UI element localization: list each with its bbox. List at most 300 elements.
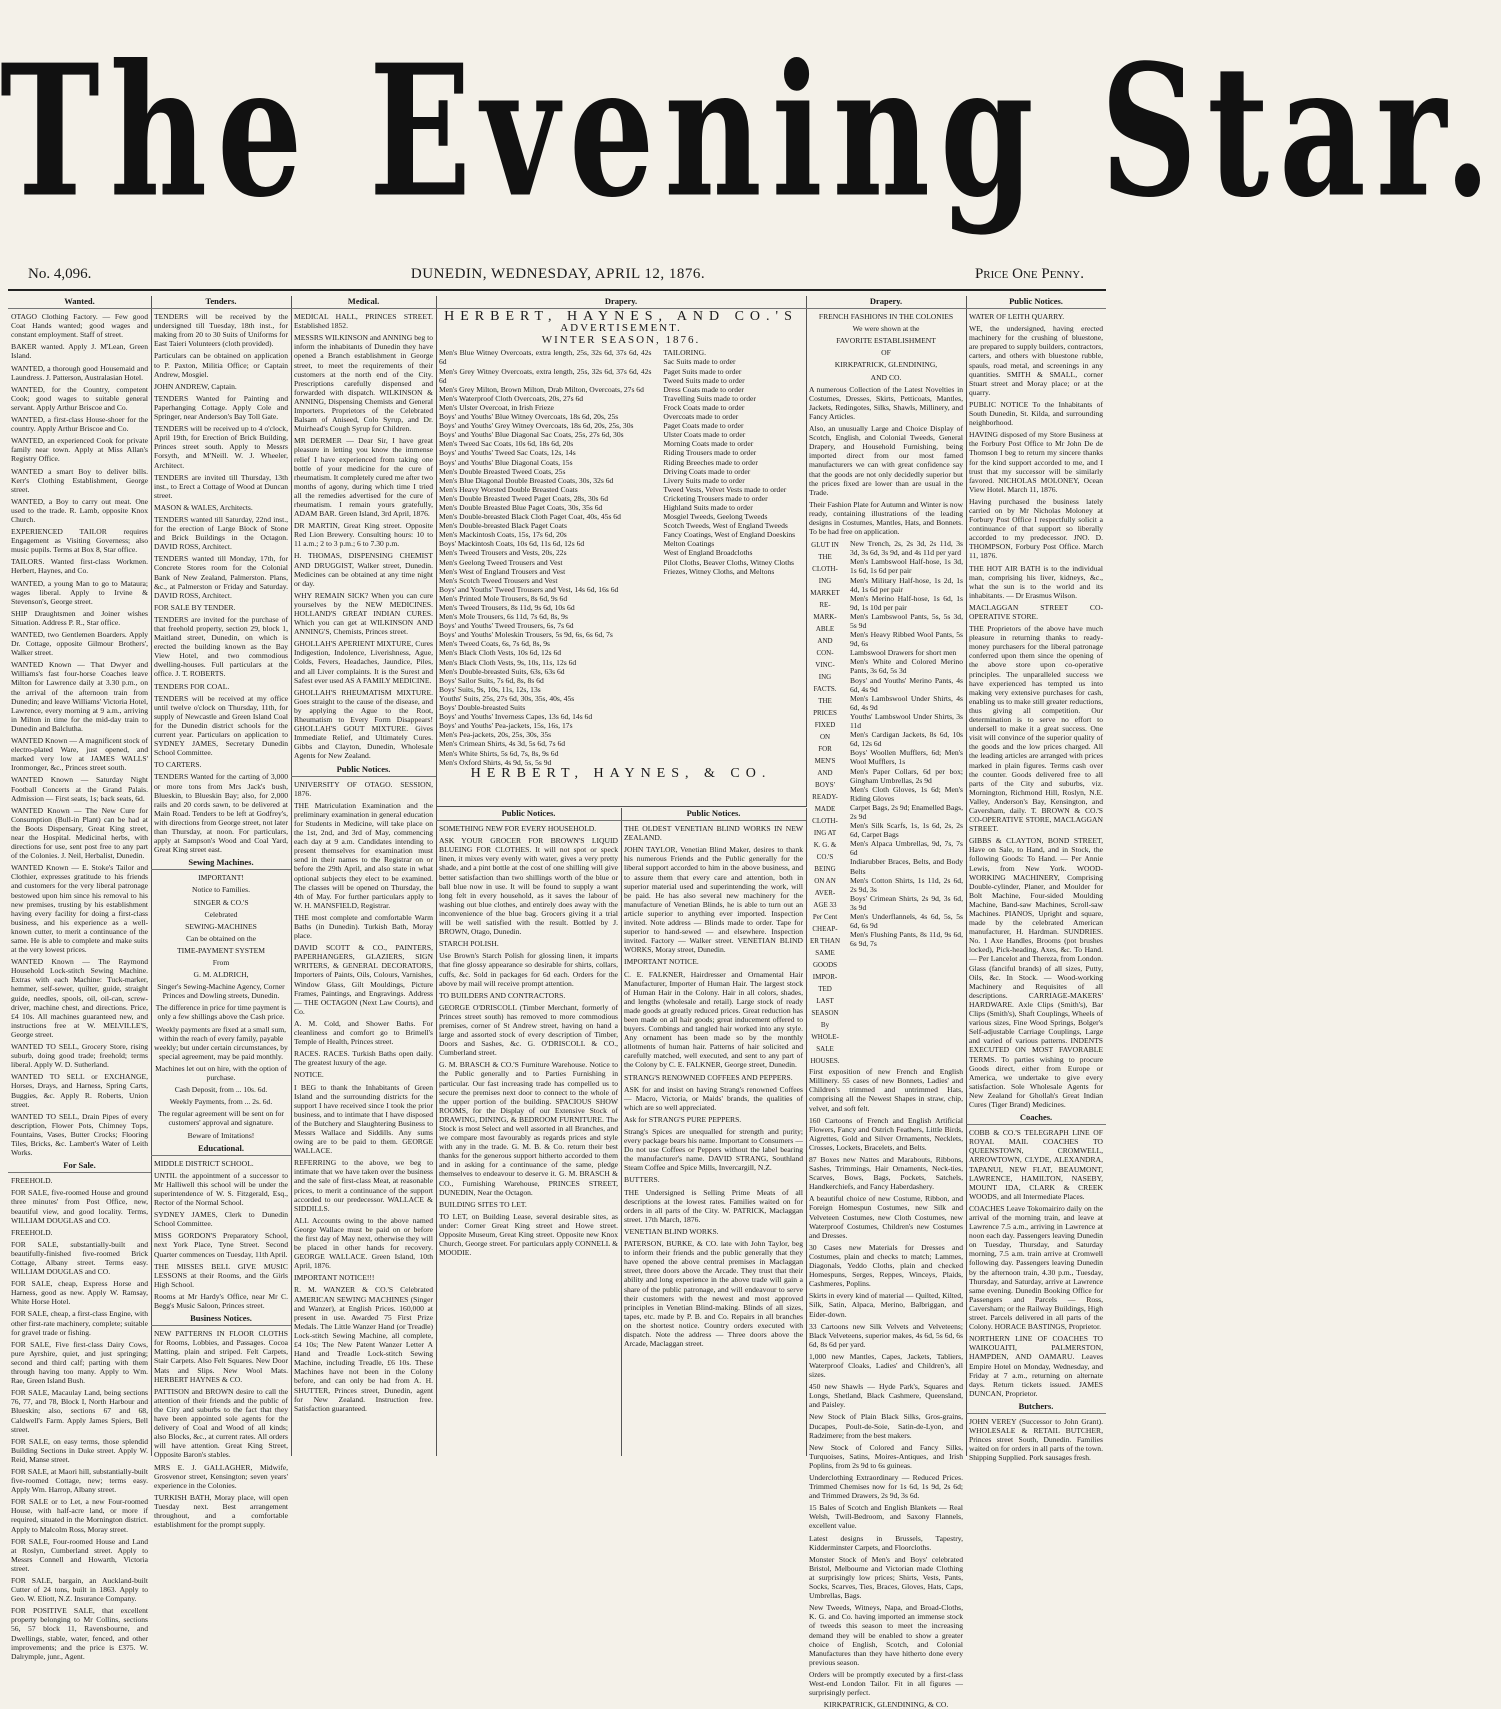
classified-ad: WANTED TO SELL, Drain Pipes of every description, Flower Pots, Chimney Tops, Fountains, Vases, Butter Crocks; Flooring Tiles, Bricks, &c. Lambert's Water of Leith Works. [11, 1111, 148, 1158]
glut-word: RE- [819, 601, 831, 610]
price-line: Men's Double Breasted Blue Paget Coats, 30s, 35s 6d [439, 502, 603, 512]
glut-word: SALE [816, 1045, 834, 1054]
public-notice: STRANG'S RENOWNED COFFEES AND PEPPERS. [624, 1072, 793, 1082]
issue-date: DUNEDIN, WEDNESDAY, APRIL 12, 1876. [410, 266, 706, 282]
classified-ad: WANTED, two Gentlemen Boarders. Apply Dr. Cottage, opposite Gilmour Brothers', Walker street. [11, 630, 148, 658]
public-notice: C. E. FALKNER, Hairdresser and Ornamental Hair Manufacturer, Importer of Human Hair. The largest stock of Human Hair in the Colony. Hair in all colors, shades, and lengths (wholesale and retail). Large stock of ready made goods at greatly reduced prices. Great reduction has been made on all hair goods; great inducement offered to buyers. Combings and tangled hair worked into any style. Any ornament has been made so by the monthly allotments of human hair. Patterns of hair solicited and carefully matched, well executed, and sent to any part of the Colony by C. E. FALKNER, George street, Dunedin. [624, 969, 803, 1070]
public-notice: ASK for and insist on having Strang's renowned Coffees — Macro, Victoria, or Maids' brands, the qualities of which are so well appreciated. [624, 1084, 803, 1112]
medical-ad: WHY REMAIN SICK? When you can cure yourselves by the NEW MEDICINES. HOLLAND'S GREAT INDIAN CURES. Which you can get at WILKINSON AND ANNING'S, Chemists, Princes street. [294, 590, 433, 637]
price-line: Men's Scotch Tweed Trousers and Vest [439, 575, 558, 585]
tender-notice: TENDERS will be received up to 4 o'clock, April 19th, for Erection of Brick Building, Princes street south. Apply to Messrs Forsyth, and M'Neill. W. J. Wheeler, Architect. [154, 424, 288, 470]
price-line: Men's Tweed Sac Coats, 10s 6d, 18s 6d, 20s [439, 439, 574, 449]
public-notice: R. M. WANZER & CO.'S Celebrated AMERICAN SEWING MACHINES (Singer and Wanzer), at English Prices. 160,000 at present in use. Awarded 75 First Prize Medals. The Little Wanzer Hand (or Treadle) Lock-stitch Sewing Machine, all complete, £4 10s; The New Patent Wanzer Letter A Hand and Treadle Lock-stitch Sewing Machine, including Treadle, £6 10s. These Machines have not been in the Colony before, and can only be had from A. H. SHUTTER, Princes street, Dunedin, agent for New Zealand. Instruction free. Satisfaction guaranteed. [294, 1285, 433, 1413]
price-line: Men's Double Breasted Tweed Paget Coats, 28s, 30s 6d [439, 493, 609, 503]
public-notice: MACLAGGAN STREET CO-OPERATIVE STORE. [969, 602, 1103, 621]
glut-word: BEING [814, 865, 836, 874]
ad-footer: HERBERT, HAYNES, & CO. [470, 765, 772, 781]
public-notice: THE Matriculation Examination and the preliminary examination in general education for Students in Medicine, will take place on the 1st, 2nd, and 3rd of May, commencing each day at 9 a.m. Candidates intending to present themselves for examination must send in their names to the Registrar on or before the 29th April, and also state in what optional subjects they elect to be examined. The classes will be opened on Thursday, the 4th of May. For further particulars apply to W. H. MANSFIELD, Registrar. [294, 800, 433, 910]
glut-word: FOR [818, 745, 832, 754]
coach-notice: COACHES Leave Tokomairiro daily on the arrival of the morning train, and leave at Lawrence 7.5 a.m., arriving in Lawrence at noon each day. Passengers leaving Dunedin on Tuesday, Thursday, and Saturday morning, 7.5 a.m. train arrive at Cromwell following day. Passengers leaving Dunedin by the afternoon train, 4.30 p.m., Tuesday, Thursday, and Saturday, arrive at Lawrence same evening. Dunedin Booking Office for Passengers and Parcels — Ross, Caversham; or the Railway Buildings, High street. Parcels delivered in all parts of the Colony. HORACE BASTINGS, Proprietor. [969, 1203, 1103, 1332]
price-lists [436, 348, 806, 766]
public-notice: REFERRING to the above, we beg to intimate that we have taken over the business and the sale of first-class Meat, at reasonable prices, to merit a continuance of the support accorded to our predecessor. WALLACE & SIDDILLS. [294, 1158, 433, 1213]
glut-word: CLOTH- [812, 817, 838, 826]
tailoring-line: Cricketing Trousers made to order [663, 493, 768, 503]
tender-notice: TENDERS Wanted for Painting and Paperhanging Cottage. Apply Cole and Springer, near Anderson's Bay Toll Gate. [154, 393, 288, 422]
sewing-machine-ad-line: Beware of Imitations! [187, 1130, 255, 1140]
classified-ad: TAILORS. Wanted first-class Workmen. Herbert, Haynes, and Co. [11, 557, 148, 576]
glut-word: GLUT IN [811, 541, 839, 550]
sewing-machine-ad-line: SEWING-MACHINES [185, 921, 257, 931]
price-line: Boys' Crimean Shirts, 2s 9d, 3s 6d, 3s 9d [850, 893, 963, 912]
section-heading-coaches: Coaches. [966, 1112, 1106, 1125]
public-notice: A. M. Cold, and Shower Baths. For cleanliness and comfort go to Brimell's Temple of Health, Princes street. [294, 1018, 433, 1047]
tailoring-line: Tweed Vests, Velvet Vests made to order [663, 484, 787, 494]
price-line: Boys' Suits, 9s, 10s, 11s, 12s, 13s [439, 684, 541, 694]
tender-notice: FOR SALE BY TENDER. [154, 602, 236, 612]
ad-paragraph: Orders will be promptly executed by a first-class West-end London Tailor. Fit in all figures — surprisingly perfect. [809, 1669, 963, 1698]
top-rule [8, 289, 1106, 291]
classified-ad: WANTED Known — Saturday Night Football Concerts at the Grand Palais. Admission — First seats, 1s; back seats, 6d. [11, 775, 148, 803]
ad-paragraph: 1,000 new Mantles, Capes, Jackets, Tabliers, Waterproof Cloaks, Ladies' and Children's, all sizes. [809, 1351, 963, 1380]
issue-number: No. 4,096. [28, 266, 92, 282]
price-line: Boys' Mackintosh Coats, 10s 6d, 11s 6d, 12s 6d [439, 539, 585, 549]
price-line: Men's Heavy Worsted Double Breasted Coats [439, 484, 578, 494]
column-drapery-kirkpatrick [806, 296, 967, 1709]
sewing-machine-ad-line: Weekly Payments, from ... 2s. 6d. [169, 1097, 273, 1107]
public-notice: GIBBS & CLAYTON, BOND STREET, Have on Sale, to Hand, and in Stock, the following Goods: To Hand. — Per Annie Lewis, from New York. WOOD-WORKING MACHINERY, Comprising Double-cylinder, Planer, and Moulder for Bolt Machine, Four-sided Moulding Machine, Band-saw Machines, Scroll-saw Machines. PIANOS, Upright and square, made by the celebrated American manufacturer, H. Hardman. SUNDRIES. No. 1 Axe Handles, Brooms (pot brushes locked), Pick-heading, Axes, &c. To Hand. — Per Lancelot and Thereza, from London. Glass (fanciful brands) of all sizes, Putty, Oils, &c. In Stock. — Wood-working Machinery and Requisites of all descriptions. CARRIAGE-MAKERS' HARDWARE. Axle Clips (Smith's), Bar Clips (Smith's), Shaft Couplings, Wheels of various sizes, Fine Wood Springs, Bolger's Self-adjustable Carriage Couplings, Large and varied of various patterns. INDENTS EXECUTED ON MOST FAVORABLE TERMS. To parties wishing to procure Goods direct, either from Europe or America, we undertake to give every satisfaction. Sole Wholesale Agents for New Zealand for Ghollah's Great Indian Cures (Tiger Brand) Medicines. [969, 836, 1103, 1109]
price-line: Men's Tweed Trousers, 8s 11d, 9s 6d, 10s 6d [439, 603, 575, 612]
sewing-machine-ad-line: Notice to Families. [192, 885, 250, 895]
business-notice: NEW PATTERNS IN FLOOR CLOTHS for Rooms, Lobbies, and Passages. Cocoa Matting, plain and striped. Felt Carpets, Stair Carpets. Also Felt Squares. New Door Mats and Slips. New Wool Mats. HERBERT HAYNES & CO. [154, 1329, 288, 1384]
price-line: Boys' and Youths' Grey Witney Overcoats, 18s 6d, 20s, 25s, 30s [439, 421, 634, 431]
tailoring-line: Riding Breeches made to order [663, 457, 758, 467]
price-line: New Trench, 2s, 2s 3d, 2s 11d, 3s 3d, 3s 6d, 3s 9d, and 4s 11d per yard [850, 539, 963, 558]
section-heading-drapery: Drapery. [806, 296, 966, 309]
glut-word: ABLE [815, 625, 835, 634]
ad-intro-line: AND CO. [870, 372, 902, 382]
medical-ad: H. THOMAS, DISPENSING CHEMIST AND DRUGGIST, Walker street, Dunedin. Medicines can be obtained at any time night or day. [294, 551, 433, 588]
business-notice: MRS E. J. GALLAGHER, Midwife, Grosvenor street, Kensington; seven years' experience in the Colonies. [154, 1462, 288, 1490]
ad-intro-line: OF [881, 348, 891, 358]
medical-ad: MEDICAL HALL, PRINCES STREET. Established 1852. [294, 312, 433, 331]
section-heading-medical: Medical. [291, 296, 436, 309]
ad-paragraph: New Stock of Colored and Fancy Silks, Turquoises, Satins, Moires-Antiques, and Irish Poplins, from 2s 9d to 6s guineas. [809, 1442, 963, 1470]
sewing-machine-ad-line: From [212, 958, 230, 967]
public-notice: THE Proprietors of the above have much pleasure in returning thanks to ready-money purchasers for the liberal patronage conferred upon them since the opening of the above store upon co-operative principles. The unparalleled success we have experienced has tempted us into making very extensive purchases for cash, enabling us to make still greater reductions, thus giving all competition. Our determination is to serve no effort to undersell to make it a great success. One visit will convince of the superior quality of the goods and the low prices charged. All the leading articles are arranged with prices marked in plain figures. Terms cash over the counter. Goods delivered free to all parts of the City and suburbs, viz. Mornington, Richmond Hill, Roslyn, N.E. Valley, Anderson's Bay, Kensington, and Caversham, daily. T. BROWN & CO.'S CO-OPERATIVE STORE, MACLAGGAN STREET. [969, 624, 1103, 834]
public-notice: VENETIAN BLIND WORKS. [624, 1226, 719, 1236]
educational-notice: MISS GORDON'S Preparatory School, next York Place, Tyne Street. Second Quarter commences on Tuesday, 11th April. [154, 1231, 288, 1259]
classified-ad: FOR SALE, bargain, an Auckland-built Cutter of 24 tons, built in 1863. Apply to Geo. W. Eliott, N.Z. Insurance Company. [11, 1576, 148, 1604]
sewing-machine-ad-line: Weekly payments are fixed at a small sum, within the reach of every family, payable weekly; but under certain circumstances, by special agreement, may be paid monthly. [154, 1024, 288, 1061]
column-public-notices-4 [966, 296, 1106, 1463]
public-notice: STARCH POLISH. [439, 939, 499, 949]
glut-word: SAME [815, 949, 835, 958]
ad-paragraph: A numerous Collection of the Latest Novelties in Costumes, Dresses, Skirts, Petticoats, Mantles, Jackets, Redingotes, Silks, Shawls, Millinery, and Fancy Articles. [809, 384, 963, 421]
ad-subtitle: ADVERTISEMENT. [560, 322, 682, 335]
ready-made-list [436, 348, 654, 766]
public-notice: THE HOT AIR BATH is to the individual man, comprising his liver, kidneys, &c., what the sun is to the world and its inhabitants. — Dr Erasmus Wilson. [969, 563, 1103, 600]
ad-paragraph: 30 Cases new Materials for Dresses and Costumes, plain and checks to match; Lammes, Diagonals, Yeddo Cloths, plain and checked Homespuns, Serges, Reppes, Winceys, Plaids, Cashmeres, Poplins. [809, 1242, 963, 1289]
tailoring-line: Highland Suits made to order [663, 502, 753, 512]
classified-ad: FOR SALE, Macaulay Land, being sections 76, 77, and 78, Block I, North Harbour and Blueskin; also, sections 67 and 68, Caldwell's Farm. Apply James Spiers, Bell street. [11, 1388, 148, 1434]
classified-ad: FOR SALE, five-roomed House and ground three minutes' from Post Office, new, beautiful view, and good locality. Terms, WILLIAM DOUGLAS and CO. [11, 1188, 148, 1225]
column-wanted [8, 296, 152, 1661]
sewing-machine-ad-line: Machines let out on hire, with the option of purchase. [155, 1063, 287, 1083]
glut-word: THE [818, 697, 832, 706]
price-line: Men's Blue Diagonal Double Breasted Coats, 30s, 32s 6d [439, 475, 614, 485]
price-line: Men's Grey Witney Overcoats, extra length, 25s, 32s 6d, 37s 6d, 42s 6d [439, 366, 652, 385]
public-notice: DAVID SCOTT & CO., PAINTERS, PAPERHANGERS, GLAZIERS, SIGN WRITERS, & GENERAL DECORATORS, Importers of Paints, Oils, Colours, Varnishes, Window Glass, Gilt Mouldings, Picture Frames, Paintings, and Engravings. Address — THE OCTAGON (Next Law Courts), and Co. [294, 943, 433, 1016]
public-notice: NOTICE. [294, 1070, 324, 1080]
public-notice: THE OLDEST VENETIAN BLIND WORKS IN NEW ZEALAND. [624, 824, 803, 843]
price-line: Men's Flushing Pants, 8s 11d, 9s 6d, 6s 9d, 7s [850, 930, 963, 949]
glut-word: AGE 33 [813, 901, 837, 910]
public-notice: IMPORTANT NOTICE!!! [294, 1273, 375, 1283]
tailoring-line: Riding Trousers made to order [663, 448, 757, 458]
tender-notice: JOHN ANDREW, Captain. [154, 381, 237, 391]
tender-notice: Particulars can be obtained on application to P. Paxton, Militia Office; or Captain Andrew, Mosgiel. [154, 351, 288, 379]
classified-ad: WANTED Known — E. Stoke's Tailor and Clothier, expresses gratitude to his friends and customers for the very liberal patronage bestowed upon him since his removal to his new premises, trusting by his establishment having every facility for doing a first-class business, and his experience as a well-known cutter, to merit a continuance of the same. He is able to complete and make suits at the very lowest prices. [11, 863, 148, 955]
tailoring-line: Pilot Cloths, Beaver Cloths, Witney Cloths [663, 557, 794, 567]
sewing-machine-ad-line: Can be obtained on the [185, 933, 256, 943]
section-heading-public-notices: Public Notices. [966, 296, 1106, 309]
medical-ad: GHOLLAH'S APERIENT MIXTURE, Cures Indigestion, Indolence, Liverishness, Ague, Colds, Fevers, Headaches, Jaundice, Piles, and all Liver complaints. It is the Surest and Safest ever used AS A FAMILY MEDICINE. [294, 639, 433, 685]
glut-word: CO.'S [816, 853, 834, 862]
public-notice: I BEG to thank the Inhabitants of Green Island and the surrounding districts for the support I have received since I took the prior business, and to intimate that I have disposed of the Butchery and Slaughtering Business to Messrs Wallace and Siddills. Any sums owing are to be paid to them. GEORGE WALLACE. [294, 1082, 433, 1156]
tailoring-line: Morning Coats made to order [663, 439, 754, 449]
glut-word: MARK- [813, 613, 837, 622]
price-line: Boys' and Youths' Tweed Trousers, 6s, 7s 6d [439, 621, 574, 631]
glut-word: AND [817, 769, 833, 778]
public-notice: THE Undersigned is Selling Prime Meats of all descriptions at the lowest rates. Families waited on for orders in all parts of the City. W. PATRICK, Maclaggan street. 17th March, 1876. [624, 1187, 803, 1224]
glut-word: FACTS. [813, 685, 837, 694]
classified-ad: WANTED Known — The Raymond Household Lock-stitch Sewing Machine. Extras with each Machine: Tuck-marker, hemmer, self-sewer, quilter, guide, straight guide, needles, spools, oil, oil-can, screw-driver, machine chest, and directions. Price, £4 10s. All machines guaranteed new, and instructions free at W. MELVILLE'S, George street. [11, 957, 148, 1039]
price-line: Men's Underflannels, 4s 6d, 5s, 5s 6d, 6s 9d [850, 912, 963, 931]
price-line: Boys' and Youths' Blue Diagonal Sac Coats, 25s, 27s 6d, 30s [439, 430, 624, 440]
price-line: Boys' and Youths' Blue Diagonal Coats, 15s [439, 457, 573, 467]
tender-notice: TENDERS wanted till Monday, 17th, for Concrete Stores room for the Colonial Bank of New Zealand, Palmerston. Plans, &c., at Palmerston or Friday and Saturday. DAVID ROSS, Architect. [154, 554, 288, 600]
classified-ad: FREEHOLD. [11, 1227, 53, 1237]
classified-ad: FOR POSITIVE SALE, that excellent property belonging to Mr Collins, sections 56, 57 block 11, Ravensbourne, and Dwellings, stable, water, fenced, and other improvements; and the price is £375. W. Dalrymple, junr., Agent. [11, 1606, 148, 1661]
educational-notice: SYDNEY JAMES, Clerk to Dunedin School Committee. [154, 1210, 288, 1229]
price-line: Youths' Suits, 25s, 27s 6d, 30s, 35s, 40s, 45s [439, 693, 575, 703]
public-notice: IMPORTANT NOTICE. [624, 957, 699, 967]
column-drapery-herbert-haynes [436, 296, 807, 807]
glut-word: ER THAN [809, 937, 840, 946]
price-line: Men's Geelong Tweed Trousers and Vest [439, 557, 563, 567]
educational-notice: THE MISSES BELL GIVE MUSIC LESSONS at their Rooms, and the Girls High School. [154, 1261, 288, 1289]
column-medical [291, 296, 437, 1456]
price-line: Boys' and Youths' Inverness Capes, 13s 6d, 14s 6d [439, 712, 593, 722]
tailoring-line: Travelling Suits made to order [663, 393, 756, 403]
tailoring-line: Fancy Coatings, West of England Doeskins [663, 530, 796, 540]
educational-notice: UNTIL the appointment of a successor to Mr Halliwell this school will be under the superintendence of W. S. Fitzgerald, Esq., Rector of the Normal School. [154, 1170, 288, 1208]
price-line: Men's West of England Trousers and Vest [439, 566, 566, 576]
column-tenders [151, 296, 292, 1530]
medical-ad: MR DERMER — Dear Sir, I have great pleasure in letting you know the immense relief I have experienced from taking one bottle of your medicine for the cure of rheumatism. It completely cured me after two months of agony, during which time I tried all the remedies advertised for the cure of rheumatism. I remain yours gratefully, ADAM BAR. Green Island, 3rd April, 1876. [294, 436, 433, 519]
price-line: Boys' Double-breasted Suits [439, 703, 526, 713]
tender-notice: TENDERS will be received by the undersigned till Tuesday, 18th inst., for making from 20 to 30 Suits of Uniforms for East Taieri Volunteers (cloth provided). [154, 312, 288, 349]
ad-paragraph: A beautiful choice of new Costume, Ribbon, and Foreign Homespun Costumes, new Silk and Velveteen Costumes, new Cloth Costumes, new Waterproof Costumes, Children's new Costumes and Dresses. [809, 1194, 963, 1240]
section-heading-public-notices: Public Notices. [621, 808, 806, 821]
public-notice: Use Brown's Starch Polish for glossing linen, it imparts that fine glossy appearance so desirable for shirts, collars, cuffs, &c. Sold in packages for 6d each. Orders for the above by mail will receive prompt attention. [439, 951, 618, 988]
price-line: Boys' and Youths' Tweed Sac Coats, 12s, 14s [439, 448, 576, 458]
glut-word: MARKET [810, 589, 840, 598]
classified-ad: FOR SALE or to Let, a new Four-roomed House, with half-acre land, or more if required, situated in the Mornington district. Apply to Malcolm Ross, Moray street. [11, 1497, 148, 1534]
glut-word: AVER- [814, 889, 836, 898]
public-notice: WE, the undersigned, having erected machinery for the crushing of bluestone, are prepared to supply builders, contractors, carters, and others with bluestone rubble, spauls, road metal, and screenings in any quantities. SMITH & SMALL, corner Stuart street and Moray place; or at the quarry. [969, 324, 1103, 397]
sewing-machine-ad-line: G. M. ALDRICH, [193, 970, 249, 980]
ad-paragraph: 33 Cartoons new Silk Velvets and Velveteens; Black Velveteens, superior makes, 4s 6d, 5s 6d, 6s 6d, 8s 6d per yard. [809, 1321, 963, 1349]
section-heading-wanted: Wanted. [8, 296, 151, 309]
classified-ad: WANTED Known — A magnificent stock of electro-plated Ware, just opened, and marked very low at JAMES WALLS' Ironmonger, &c., Princes street south. [11, 736, 148, 773]
glut-word: ING [818, 673, 832, 682]
ad-paragraph: Underclothing Extraordinary — Reduced Prices. Trimmed Chemises now for 1s 6d, 1s 9d, 2s 6d; and Trimmed Drawers, 2s 9d, 3s 6d. [809, 1473, 963, 1501]
price-line: Men's Alpaca Umbrellas, 9d, 7s, 7s 6d [850, 839, 963, 858]
price-line: Men's Lambswool Under Shirts, 4s 6d, 4s 9d [850, 693, 963, 712]
public-notice: ALL Accounts owing to the above named George Wallace must be paid on or before the first day of May next, otherwise they will be placed in other hands for recovery. GEORGE WALLACE. Green Island, 10th April, 1876. [294, 1215, 433, 1271]
ad-intro-line: KIRKPATRICK, GLENDINING, [834, 360, 938, 370]
masthead [0, 0, 1501, 262]
section-heading-public-notices: Public Notices. [436, 808, 621, 821]
tailoring-line: Paget Coats made to order [663, 421, 744, 431]
glut-word: GOODS [812, 961, 838, 970]
price-line: Men's Oxford Shirts, 4s 9d, 5s, 5s 9d [439, 757, 552, 767]
price-line: Men's Waterproof Cloth Overcoats, 20s, 27s 6d [439, 393, 584, 403]
price-line: Boys' Woollen Mufflers, 6d; Men's Wool Mufflers, 1s [850, 748, 963, 767]
dateline [14, 262, 1102, 288]
price-line: Men's Mackintosh Coats, 15s, 17s 6d, 20s [439, 530, 567, 540]
public-notice: GEORGE O'DRISCOLL (Timber Merchant, formerly of Princes street south) has removed to more commodious premises, corner of St Andrew street, having on hand a large and assorted stock of every description of Timber, Doors and Sashes, &c. G. O'DRISCOLL & CO., Cumberland street. [439, 1002, 618, 1058]
medical-ad: MESSRS WILKINSON and ANNING beg to inform the inhabitants of Dunedin they have opened a Branch establishment in George street, to meet the requirements of their customers at the north end of the City. Prescriptions carefully dispensed and forwarded with dispatch. WILKINSON & ANNING, Dispensing Chemists and General Importers. Proprietors of the Celebrated Balsam of Aniseed, Colo Syrup, and Dr. Muirhead's Cough Syrup for Children. [294, 333, 433, 434]
tender-notice: TENDERS are invited for the purchase of that freehold property, section 29, block 1, Maitland street, Dunedin, on which is erected the building known as the Bay View Hotel, and two commodious dwelling-houses. Full particulars at the office. J. T. ROBERTS. [154, 614, 288, 679]
ad-paragraph: New Stock of Plain Black Silks, Gros-grains, Ducapes, Poult-de-Soie, Satin-de-Lyon, and Radzimere; from the best makers. [809, 1412, 963, 1440]
classified-ad: SHIP Draughtsmen and Joiner wishes Situation. Address P. R., Star office. [11, 608, 148, 627]
glut-word: ON AN [814, 877, 836, 886]
ad-paragraph: Monster Stock of Men's and Boys' celebrated Bristol, Melbourne and Victorian made Clothing at surprisingly low prices; Shirts, Vests, Pants, Socks, Scarves, Ties, Braces, Gloves, Hats, Caps, Umbrellas, Bags. [809, 1554, 963, 1601]
newspaper-title: The Evening Star. [0, 24, 1501, 238]
classified-ad: WANTED, a Boy to carry out meat. One used to the trade. R. Lamb, opposite Knox Church. [11, 496, 148, 524]
public-notice: TO BUILDERS AND CONTRACTORS. [439, 990, 566, 1000]
classified-ad: FOR SALE, on easy terms, those splendid Building Sections in Duke street. Apply W. Reid, Manse street. [11, 1436, 148, 1464]
glut-word: CHEAP- [812, 925, 838, 934]
tender-notice: TENDERS wanted till Saturday, 22nd inst., for the erection of Large Block of Stone and Brick Buildings in the Octagon. DAVID ROSS, Architect. [154, 514, 288, 552]
ad-title: FRENCH FASHIONS IN THE COLONIES [818, 312, 954, 322]
public-notice: THE most complete and comfortable Warm Baths (in Dunedin). Turkish Bath, Moray place. [294, 912, 433, 941]
price-line: Men's Black Cloth Vests, 10s 6d, 12s 6d [439, 648, 562, 658]
price-line: Men's Silk Scarfs, 1s, 1s 6d, 2s, 2s 6d, Carpet Bags [850, 821, 963, 840]
medical-ad: DR MARTIN, Great King street. Opposite Red Lion Brewery. Consulting hours: 10 to 11 a.m.; 2 to 3 p.m.; 6 to 7.30 p.m. [294, 521, 433, 549]
classified-ad: OTAGO Clothing Factory. — Few good Coat Hands wanted; good wages and constant employment. Staff of street. [11, 312, 148, 340]
public-notice: Having purchased the business lately carried on by Mr Nicholas Moloney at Forbury Post Office I respectfully solicit a continuance of that support so liberally accorded to my predecessor. JNO. D. THOMPSON, Forbury Post Office. March 11, 1876. [969, 496, 1103, 561]
classified-ad: WANTED Known — The New Cure for Consumption (Bull-in Plant) can be had at the Boots Dispensary, Great King street, near the Hospital. Medicinal herbs, with directions for use, sent post free to any part of the Colonies. J. Neil, Herbalist, Dunedin. [11, 805, 148, 861]
public-notice: UNIVERSITY OF OTAGO. SESSION, 1876. [294, 779, 433, 798]
tailoring-line: Tweed Suits made to order [663, 375, 745, 385]
price-line: Men's Printed Mole Trousers, 8s 6d, 9s 6d [439, 593, 568, 603]
sewing-machine-ad-line: SINGER & CO.'S [193, 897, 249, 907]
price-line: Men's Pea-jackets, 20s, 25s, 30s, 35s [439, 730, 552, 740]
tailoring-line: Overcoats made to order [663, 412, 739, 422]
price-line: Men's Grey Milton, Brown Milton, Drab Milton, Overcoats, 27s 6d [439, 384, 644, 394]
classified-ad: WANTED a smart Boy to deliver bills. Kerr's Clothing Establishment, George street. [11, 466, 148, 494]
section-heading-drapery: Drapery. [436, 296, 806, 309]
butcher-notice: JOHN VEREY (Successor to John Grant). WHOLESALE & RETAIL BUTCHER, Princes street South, Dunedin. Families waited on for orders in all parts of the town. Shipping Supplied. Pork sausages fresh. [969, 1416, 1103, 1463]
glut-word: ON [819, 733, 831, 742]
ad-footer: KIRKPATRICK, GLENDINING, & CO. [823, 1700, 949, 1709]
educational-notice: MIDDLE DISTRICT SCHOOL. [154, 1158, 254, 1168]
sewing-machine-ad-line: The regular agreement will be sent on for customers' approval and signature. [158, 1109, 284, 1128]
glut-word: IMPOR- [812, 973, 838, 982]
tailoring-line: Ulster Coats made to order [663, 430, 746, 440]
classified-ad: WANTED Known — That Dwyer and Williams's fast four-horse Coaches leave Milton for Lawrence daily at 3.30 p.m., on the arrival of the afternoon train from Dunedin; and leave Williams' Victoria Hotel, Lawrence, every morning at 9 a.m., arriving in Milton in time for the mid-day train to Dunedin and Balclutha. [11, 660, 148, 733]
price-line: Men's White and Colored Merino Pants, 3s 6d, 5s 3d [850, 657, 963, 676]
price-line: Men's Black Cloth Vests, 9s, 10s, 11s, 12s 6d [439, 657, 577, 667]
glut-word: SEASON [811, 1009, 839, 1018]
public-notice: BUILDING SITES TO LET. [439, 1199, 527, 1209]
section-heading-butchers: Butchers. [966, 1401, 1106, 1414]
ad-paragraph: Latest designs in Brussels, Tapestry, Kidderminster Carpets, and Floorcloths. [809, 1533, 963, 1552]
price-line: Men's Double-breasted Black Paget Coats [439, 521, 567, 531]
price: Price One Penny. [974, 266, 1084, 282]
price-line: Men's Double Breasted Tweed Coats, 25s [439, 466, 566, 476]
section-heading-educational: Educational. [151, 1143, 291, 1156]
tender-notice: MASON & WALES, Architects. [154, 502, 253, 512]
public-notice: G. M. BRASCH & CO.'S Furniture Warehouse. Notice to the Public generally and to Parties Furnishing in particular. Our fast increasing trade has compelled us to secure the premises next door to connect to the whole of the upper portion of the building. SPACIOUS SHOW ROOMS, for the Display of our Extensive Stock of DRAWING, DINING, & BEDROOM FURNITURE. The Stock is most Select and well assorted in all Branches, and we compare most favourably as regards prices and style with any in the trade. G. M. B. & Co. return their best thanks for the generous support hitherto accorded to them and in asking for a continuance of the same, pledge themselves to endeavour to deserve it. G. M. BRASCH & CO., Furnishing Warehouse, PRINCES STREET, DUNEDIN, Near the Octagon. [439, 1060, 618, 1197]
tailoring-line: Dress Coats made to order [663, 384, 744, 394]
section-heading-public-notices: Public Notices. [291, 764, 436, 777]
classified-ad: FOR SALE, substantially-built and beautifully-finished five-roomed Brick Cottage, Albany street. Terms easy. WILLIAM DOUGLAS and CO. [11, 1239, 148, 1277]
sewing-machine-ad-line: Singer's Sewing-Machine Agency, Corner Princes and Dowling streets, Dunedin. [157, 982, 285, 1001]
tailoring-line: TAILORING. [663, 348, 707, 358]
column-public-notices-2 [436, 808, 622, 1456]
ad-paragraph: Their Fashion Plate for Autumn and Winter is now ready, containing illustrations of the leading designs in Costumes, Mantles, Hats, and Bonnets. To be had free on application. [809, 499, 963, 537]
public-notice: SOMETHING NEW FOR EVERY HOUSEHOLD. [439, 824, 597, 834]
price-line: Boys' and Youths' Moleskin Trousers, 5s 9d, 6s, 6s 6d, 7s [439, 630, 613, 640]
price-line: Men's Lambswool Half-hose, 1s 3d, 1s 6d, 1s 6d per pair [850, 557, 963, 576]
section-heading-tenders: Tenders. [151, 296, 291, 309]
medical-ad: GHOLLAH'S RHEUMATISM MIXTURE. Goes straight to the cause of the disease, and by applying the Ague to the Root, Rheumatism to Every Form Disappears! GHOLLAH'S GOUT MIXTURE. Gives Immediate Relief, and Ultimately Cures. Gibbs and Clayton, Dunedin, Wholesale Agents for New Zealand. [294, 687, 433, 761]
ad-paragraph: 160 Cartoons of French and English Artificial Flowers, Fancy and Ostrich Feathers, Little Birds, Aigrettes, Gold and Silver Ornaments, Necklets, Crosses, Lockets, Bracelets, and Belts. [809, 1115, 963, 1152]
classified-ad: WANTED TO SELL or EXCHANGE, Horses, Drays, and Harness, Spring Carts, Buggies, &c. Apply R. Roberts, Union street. [11, 1072, 148, 1109]
coach-notice: COBB & CO.'S TELEGRAPH LINE OF ROYAL MAIL COACHES TO QUEENSTOWN, CROMWELL, ARROWTOWN, CLYDE, ALEXANDRA, TAPANUI, NEW FLAT, BEAUMONT, LAWRENCE, HAMILTON, NASEBY, MOUNT IDA, CLARK & CREEK WOODS, and all Intermediate Places. [969, 1128, 1103, 1201]
glut-word: ING [818, 577, 832, 586]
price-line: Boys' and Youths' Merino Pants, 4s 6d, 4s 9d [850, 675, 963, 694]
glut-word: BOYS' [815, 781, 835, 790]
ad-season: WINTER SEASON, 1876. [541, 334, 701, 347]
public-notice: Strang's Spices are unequalled for strength and purity; every package bears his name. Important to Consumers — Do not use Coffees or Peppers without the label bearing the manufacturer's name. DAVID STRANG, Southland Steam Coffee and Spice Mills, Invercargill, N.Z. [624, 1127, 803, 1173]
price-line: Men's Cardigan Jackets, 8s 6d, 10s 6d, 12s 6d [850, 730, 963, 749]
ad-paragraph: 15 Bales of Scotch and English Blankets — Real Welsh, Twill-Bedroom, and Saxony Flannels, excellent value. [809, 1503, 963, 1531]
tailoring-line: Frock Coats made to order [663, 402, 745, 412]
tender-notice: TENDERS will be received at my office until twelve o'clock on Thursday, 11th, for supply of Newcastle and Green Island Coal for the Dunedin district schools for the current year. Particulars on application to SYDNEY JAMES, Secretary Dunedin School Committee. [154, 693, 288, 758]
price-line: Men's Double-breasted Black Cloth Paget Coat, 40s, 45s 6d [439, 512, 621, 522]
classified-ad: FOR SALE, Five first-class Dairy Cows, pure Ayrshire, quiet, and just springing; second and third calf; parting with them through having too many. Apply to Wm. Rae, Green Island Bush. [11, 1339, 148, 1386]
classified-ad: FOR SALE, cheap, a first-class Engine, with other first-rate machinery, complete; suitable for gravel trade or fishing. [11, 1309, 148, 1337]
price-line: Men's Paper Collars, 6d per box; Gingham Umbrellas, 2s 9d [850, 766, 963, 785]
business-notice: TURKISH BATH, Moray place, will open Tuesday next. Best arrangement throughout, and a comfortable establishment for the prompt supply. [154, 1492, 288, 1530]
tailoring-line: West of England Broadcloths [663, 548, 753, 558]
price-line: Men's Blue Witney Overcoats, extra length, 25s, 32s 6d, 37s 6d, 42s 6d [439, 348, 652, 367]
tender-notice: TENDERS FOR COAL. [154, 681, 230, 691]
price-line: Men's Mole Trousers, 6s 11d, 7s 6d, 8s, 9s [439, 612, 568, 622]
public-notice: JOHN TAYLOR, Venetian Blind Maker, desires to thank his numerous Friends and the Public generally for the liberal support accorded to him in the above business, and to assure them that every care and attention, both in superior material used and superintending the work, will be paid. He has also several new machinery for the manufacture of Venetian Blinds, he is able to turn out an article superior to anything ever imported. Inspection invited. Note address — Blinds made to order. Tape for superior to hand-sewed — and elsewhere. Inspection invited. Factory — Walker street. VENETIAN BLIND WORKS, Moray street, Dunedin. [624, 845, 803, 955]
price-line: Youths' Lambswool Under Shirts, 3s 11d [850, 711, 963, 731]
public-notice: BUTTERS. [624, 1175, 660, 1185]
price-line: Men's Heavy Ribbed Wool Pants, 5s 9d, 6s [850, 630, 963, 649]
glut-word: CON- [816, 649, 834, 658]
classified-ad: EXPERIENCED TAILOR requires Engagement as Visiting Governess; also music pupils. Terms at Box 8, Star office. [11, 527, 148, 555]
ad-paragraph: 450 new Shawls — Hyde Park's, Squares and Longs, Shetland, Black Cashmere, Queensland, and Paisley. [809, 1382, 963, 1410]
price-line: Boys' and Youths' Blue Witney Overcoats, 18s 6d, 20s, 25s [439, 412, 619, 422]
tailoring-line: Friezes, Witney Cloths, and Meltons [663, 566, 775, 576]
tailoring-line: Driving Coats made to order [663, 466, 751, 476]
price-line: Men's Merino Half-hose, 1s 6d, 1s 9d, 1s 10d per pair [850, 593, 963, 612]
classified-ad: FOR SALE, Four-roomed House and Land at Roslyn, Cumberland street. Apply to Messrs Connell and Howarth, Victoria street. [11, 1536, 148, 1573]
section-heading-for-sale: For Sale. [8, 1160, 151, 1173]
public-notice: HAVING disposed of my Store Business at the Forbury Post Office to Mr John De de Thomson I beg to return my sincere thanks for the kind support accorded to me, and I trust that my successor will be similarly favored. NICHOLAS MOLONEY, Ocean View Hotel. March 11, 1876. [969, 430, 1103, 494]
classified-ad: WANTED, a thorough good Housemaid and Laundress. J. Patterson, Australasian Hotel. [11, 363, 148, 382]
tailoring-line: Mosgiel Tweeds, Geelong Tweeds [663, 512, 768, 522]
glut-sidebar [806, 539, 844, 1067]
ad-paragraph: 87 Boxes new Nattes and Marabouts, Ribbons, Sashes, Trimmings, Hair Ornaments, Neck-ties, Scarves, Bows, Bags, Pockets, Satchels, Handkerchiefs, and Fancy Haberdashery. [809, 1155, 963, 1192]
column-public-notices-3 [621, 808, 807, 1456]
glut-word: READY- [812, 793, 838, 802]
glut-word: LAST [816, 997, 834, 1006]
public-notice: WATER OF LEITH QUARRY. [969, 312, 1065, 322]
classified-ad: FOR SALE, cheap, Express Horse and Harness, good as new. Apply W. Ramsay, White Horse Hotel. [11, 1279, 148, 1307]
glut-word: ING AT [813, 829, 837, 838]
tender-notice: TENDERS are invited till Thursday, 13th inst., to Erect a Cottage of Wood at Duncan street. [154, 472, 288, 500]
glut-word: HOUSES. [810, 1057, 840, 1066]
price-line: Men's Lambswool Pants, 5s, 5s 3d, 5s 9d [850, 611, 963, 630]
price-line: Men's Double-breasted Suits, 63s, 63s 6d [439, 666, 565, 676]
sewing-machine-ad-line: TIME-PAYMENT SYSTEM [176, 945, 266, 955]
classified-ad: WANTED TO SELL, Grocery Store, rising suburb, doing good trade; freehold; terms liberal. Apply W. D. Sutherland. [11, 1042, 148, 1070]
ad-intro-line: We were shown at the [852, 324, 920, 334]
tender-notice: TENDERS Wanted for the carting of 3,000 or more tons from Mrs Jack's bush, Blueskin, to Blueskin Bay; also, for 2,000 rails and 20 cords sawn, to be delivered at Main Road. Tenders to be left at Godfrey's, with directions from George street, not later than Thursday, at noon. For particulars, apply at Sampson's Wood and Coal Yard, Great King street east. [154, 772, 288, 855]
classified-ad: WANTED, a first-class House-shoer for the country. Apply Arthur Briscoe and Co. [11, 415, 148, 434]
glut-word: TED [818, 985, 832, 994]
price-line: Boys' and Youths' Pea-jackets, 15s, 16s, 17s [439, 721, 573, 731]
ad-paragraph: New Tweeds, Witneys, Napa, and Broad-Cloths, K. G. and Co. having imported an immense stock of tweeds this season to meet the increasing demand they will be enabled to show a greater choice of English, Scotch, and Colonial Manufactures than they have hitherto done every previous season. [809, 1603, 963, 1667]
price-line: Men's Tweed Trousers and Vests, 20s, 22s [439, 548, 567, 558]
coach-notice: NORTHERN LINE OF COACHES TO WAIKOUAITI, PALMERSTON, HAMPDEN, AND OAMARU. Leaves Empire Hotel on Monday, Wednesday, and Friday at 7 a.m., returning on alternate days. Return tickets issued. JAMES DUNCAN, Proprietor. [969, 1334, 1103, 1398]
glut-word: THE [818, 553, 832, 562]
glut-word: AND [817, 637, 833, 646]
ad-title: HERBERT, HAYNES, AND CO.'S [444, 309, 798, 325]
price-line: Boys' Sailor Suits, 7s 6d, 8s, 8s 6d [439, 675, 544, 685]
section-heading-sewing-machines: Sewing Machines. [151, 857, 291, 870]
price-line: Lambswool Drawers for short men [850, 648, 957, 658]
tailoring-line: Sac Suits made to order [663, 357, 736, 367]
glut-word: MEN'S [814, 757, 836, 766]
classified-ad: FOR SALE, at Maori hill, substantially-built five-roomed Cottage, new; terms easy. Apply Wm. Harrop, Albany street. [11, 1466, 148, 1495]
classified-ad: WANTED, an experienced Cook for private family near town. Apply at Miss Allan's Registry Office. [11, 436, 148, 464]
price-line: Men's Cotton Shirts, 1s 11d, 2s 6d, 2s 9d, 3s [850, 875, 963, 894]
ad-paragraph: Also, an unusually Large and Choice Display of Scotch, English, and Colonial Tweeds, General Drapery, and Household Furnishing, being imported direct from our most famed manufacturers we can with great confidence say that the goods are not only decidedly superior but the prices fixed are lower than are usual in the Trade. [809, 424, 963, 497]
price-line: Men's White Shirts, 5s 6d, 7s, 8s, 9s 6d [439, 748, 559, 758]
public-notice: ASK YOUR GROCER FOR BROWN'S LIQUID BLUEING FOR CLOTHES. It will not spot or speck linen, it mixes very evenly with water, gives a very pretty shade, and a pint bottle at the cost of one shilling will give better satisfaction than two shillings worth of the blue or ball blue now in use. It will be found to supply a want long felt in every household, as it saves the labour of washing out blue clothes, and entirely does away with the inconvenience of the blue bag. Grocers giving it a trial will be well satisfied with the result. Bottled by J. BROWN, Otago, Dunedin. [439, 836, 618, 937]
sewing-machine-ad-line: IMPORTANT! [198, 873, 244, 883]
price-line: Men's Military Half-hose, 1s 2d, 1s 4d, 1s 6d per pair [850, 575, 963, 594]
ad-paragraph: First exposition of new French and English Millinery. 55 cases of new Bonnets, Ladies' and Children's trimmed and untrimmed Hats, comprising all the Newest Shapes in straw, chip, velvet, and soft felt. [809, 1067, 963, 1113]
public-notice: PUBLIC NOTICE To the Inhabitants of South Dunedin, St. Kilda, and surrounding neighborhood. [969, 399, 1103, 428]
glut-word: Per Cent [812, 913, 838, 922]
glut-word: By [820, 1021, 830, 1030]
ad-intro-line: FAVORITE ESTABLISHMENT [836, 336, 936, 346]
classified-ad: FREEHOLD. [11, 1176, 53, 1186]
price-line: Men's Cloth Gloves, 1s 6d; Men's Riding Gloves [850, 784, 963, 803]
